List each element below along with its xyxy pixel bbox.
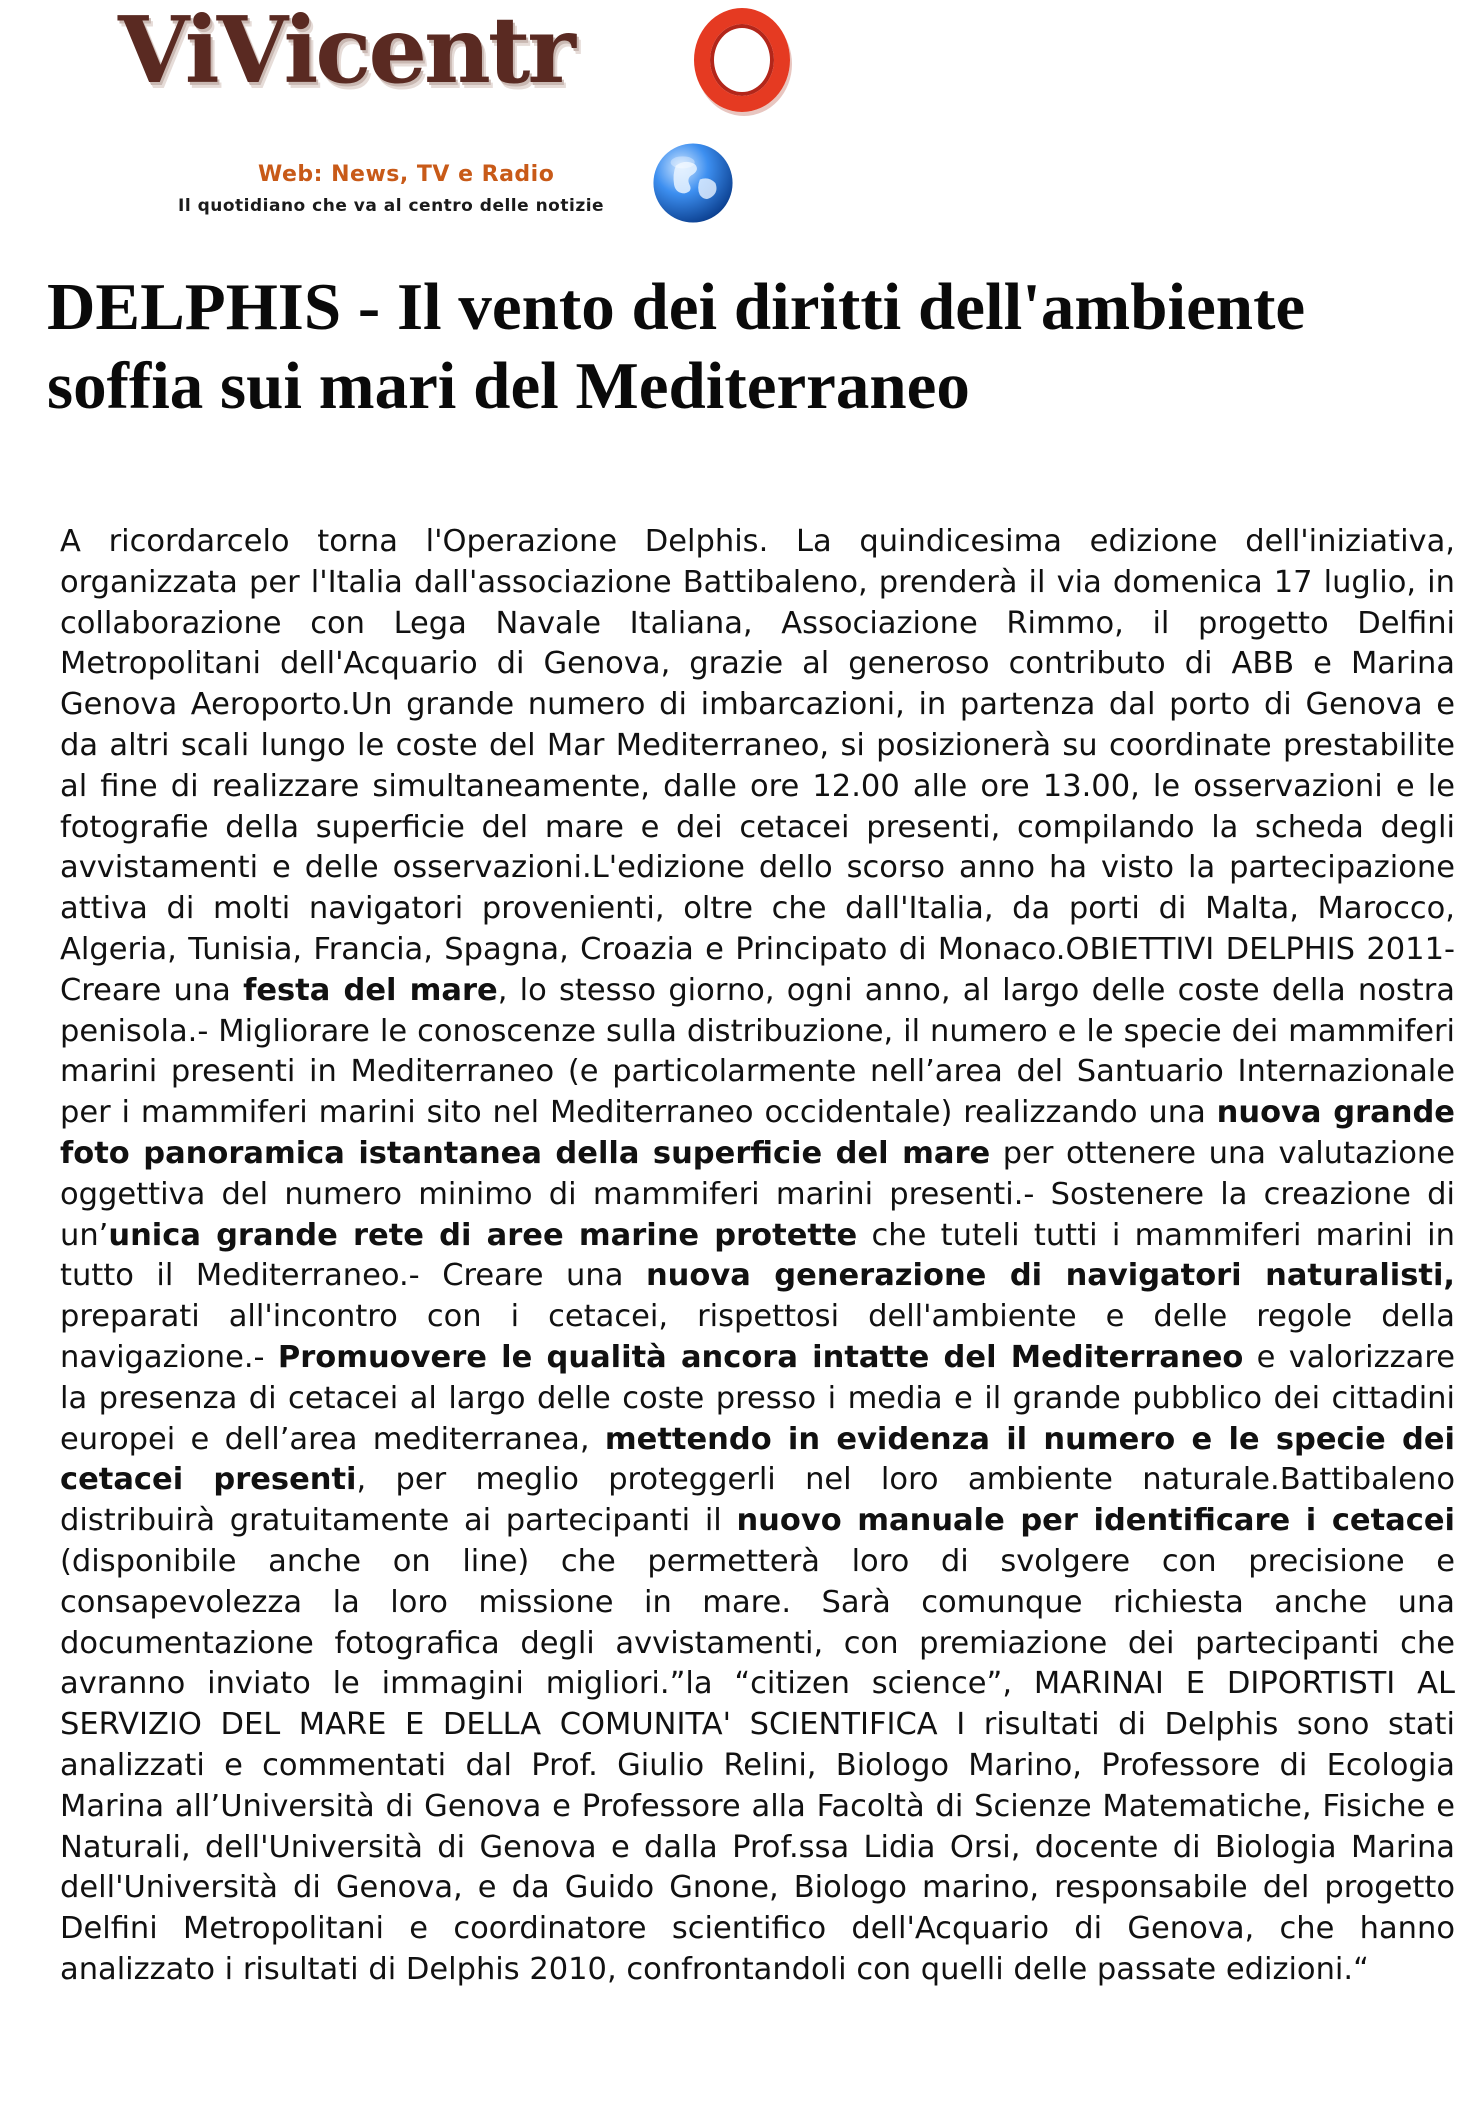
logo-tagline: Web: News, TV e Radio [258, 162, 555, 187]
site-logo [110, 0, 760, 225]
article-text-segment: e valorizzare la presenza di cetacei al largo delle coste presso i media e il grande pubblico dei cittadini europei e dell’area mediterranea, [60, 1339, 1455, 1457]
article-body [60, 522, 1455, 1991]
article-highlight: mettendo in evidenza il numero e le specie dei cetacei presenti [60, 1421, 1455, 1498]
article-highlight: nuova grande foto panoramica istantanea della superficie del mare [60, 1095, 1455, 1171]
article-text-segment: , lo stesso giorno, ogni anno, al largo delle coste della nostra penisola.- Migliorare le conoscenze sulla distribuzione, il numero e le specie dei mammiferi marini presenti in Mediterraneo (e particolarmente nell’area del Santuario Internazionale per i mammiferi marini sito nel Mediterraneo occidentale) realizzando una [60, 972, 1455, 1131]
globe-icon [650, 140, 736, 226]
article-text-segment: preparati all'incontro con i cetacei, rispettosi dell'ambiente e delle regole della navigazione.- [60, 1299, 1455, 1375]
article-text-segment: (disponibile anche on line) che permetterà loro di svolgere con precisione e consapevolezza la loro missione in mare. Sarà comunque richiesta anche una documentazione fotografica degli avvistamenti, con premiazione dei partecipanti che avranno inviato le immagini migliori.”la “citizen science”, MARINAI E DIPORTISTI AL SERVIZIO DEL MARE E DELLA COMUNITA' SCIENTIFICA I risultati di Delphis sono stati analizzati e commentati dal Prof. Giulio Relini, Biologo Marino, Professore di Ecologia Marina all’Università di Genova e Professore alla Facoltà di Scienze Matematiche, Fisiche e Naturali, dell'Università di Genova e dalla Prof.ssa Lidia Orsi, docente di Biologia Marina dell'Università di Genova, e da Guido Gnone, Biologo marino, responsabile del progetto Delfini Metropolitani e coordinatore scientifico dell'Acquario di Genova, che hanno analizzato i risultati di Delphis 2010, confrontandoli con quelli delle passate edizioni.“ [60, 1543, 1455, 1987]
logo-wordmark: ViVicentr [118, 0, 573, 104]
article-highlight: unica grande rete di aree marine protette [108, 1217, 858, 1253]
article-title: DELPHIS - Il vento dei diritti dell'ambiente soffia sui mari del Mediterraneo [47, 270, 1306, 423]
article-highlight: nuova generazione di navigatori naturalisti, [645, 1258, 1456, 1294]
article-highlight: nuovo manuale per identificare i cetacei [736, 1503, 1455, 1539]
article-text-segment: , per meglio proteggerli nel loro ambiente naturale.Battibaleno distribuirà gratuitamente ai partecipanti il [60, 1462, 1455, 1539]
article-text-segment: per ottenere una valutazione oggettiva del numero minimo di mammiferi marini presenti.- Sostenere la creazione di un’ [60, 1135, 1455, 1253]
article-text-segment: A ricordarcelo torna l'Operazione Delphis. La quindicesima edizione dell'iniziativa, organizzata per l'Italia dall'associazione Battibaleno, prenderà il via domenica 17 luglio, in collaborazione con Lega Navale Italiana, Associazione Rimmo, il progetto Delfini Metropolitani dell'Acquario di Genova, grazie al generoso contributo di ABB e Marina Genova Aeroporto.Un grande numero di imbarcazioni, in partenza dal porto di Genova e da altri scali lungo le coste del Mar Mediterraneo, si posizionerà su coordinate prestabilite al fine di realizzare simultaneamente, dalle ore 12.00 alle ore 13.00, le osservazioni e le fotografie della superficie del mare e dei cetacei presenti, compilando la scheda degli avvistamenti e delle osservazioni.L'edizione dello scorso anno ha visto la partecipazione attiva di molti navigatori provenienti, oltre che dall'Italia, da porti di Malta, Marocco, Algeria, Tunisia, Francia, Spagna, Croazia e Principato di Monaco.OBIETTIVI DELPHIS 2011- Creare una [60, 524, 1455, 1008]
article-highlight: Promuovere le qualità ancora intatte del Mediterraneo [277, 1339, 1244, 1375]
article-text-segment: che tuteli tutti i mammiferi marini in tutto il Mediterraneo.- Creare una [60, 1217, 1455, 1294]
article-highlight: festa del mare [243, 972, 498, 1008]
logo-motto: Il quotidiano che va al centro delle notizie [178, 196, 605, 216]
logo-ring-icon [694, 8, 790, 112]
